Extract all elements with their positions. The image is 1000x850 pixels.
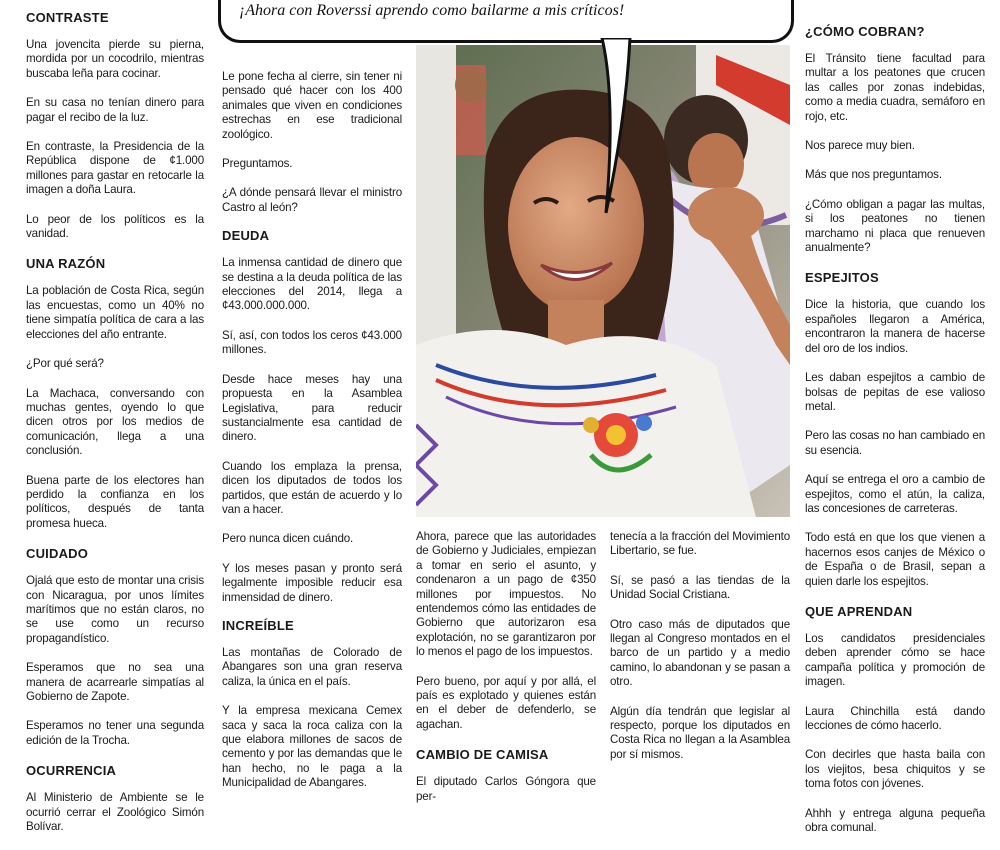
paragraph: Aquí se entrega el oro a cambio de espejitos, como el atún, la caliza, las concesiones de carreteras.: [805, 473, 985, 515]
section-heading: UNA RAZÓN: [26, 256, 106, 272]
paragraph: Más que nos preguntamos.: [805, 168, 942, 182]
paragraph: Con decirles que hasta baila con los viejitos, besa chiquitos y se toma fotos con jóvenes.: [805, 748, 985, 791]
paragraph: En su casa no tenían dinero para pagar el recibo de la luz.: [26, 96, 204, 124]
paragraph: Sí, se pasó a las tiendas de la Unidad Social Cristiana.: [610, 573, 790, 602]
paragraph: Pero nunca dicen cuándo.: [222, 532, 354, 546]
paragraph: ¿Cómo obligan a pagar las multas, si los peatones no tienen marchamo ni placa que renueven anualmente?: [805, 197, 985, 255]
speech-bubble: [218, 0, 794, 43]
paragraph: La población de Costa Rica, según las encuestas, como un 40% no tiene simpatía política de cara a las elecciones del año entrante.: [26, 284, 204, 341]
section-heading: DEUDA: [222, 228, 270, 244]
paragraph: El Tránsito tiene facultad para multar a los peatones que crucen las calles por zonas indebidas, como a media cuadra, semáforo en rojo, etc.: [805, 52, 985, 123]
section-heading: CONTRASTE: [26, 10, 109, 25]
paragraph: El diputado Carlos Góngora que per-: [416, 775, 596, 803]
paragraph: La Machaca, conversando con muchas gentes, oyendo lo que dicen otros por los medios de comunicación, llega a una conclusión.: [26, 386, 204, 458]
paragraph: Laura Chinchilla está dando lecciones de cómo hacerlo.: [805, 704, 985, 732]
paragraph: Ahora, parece que las autoridades de Gobierno y Judiciales, empiezan a tomar en serio el asunto, y condenaron a un pago de ¢350 millones por impuestos. No entendemos cómo las entidades de Gobierno que autorizaron esa explotación, no se garantizaron por lo menos el pago de los impuestos.: [416, 530, 596, 659]
speech-bubble-quote: ¡Ahora con Roverssi aprendo como bailarme a mis críticos!: [239, 2, 625, 19]
paragraph: Una jovencita pierde su pierna, mordida por un cocodrilo, mientras buscaba leña para cocinar.: [26, 38, 204, 80]
section-heading: ESPEJITOS: [805, 270, 879, 286]
paragraph: Nos parece muy bien.: [805, 139, 915, 153]
paragraph: Preguntamos.: [222, 157, 293, 171]
paragraph: En contraste, la Presidencia de la República dispone de ¢1.000 millones para gastar en retocarle la imagen a doña Laura.: [26, 140, 204, 197]
paragraph: Esperamos que no sea una manera de acarrearle simpatías al Gobierno de Zapote.: [26, 661, 204, 703]
section-heading: CAMBIO DE CAMISA: [416, 747, 549, 763]
section-heading: CUIDADO: [26, 546, 89, 562]
paragraph: Y los meses pasan y pronto será legalmente imposible reducir esa inmensidad de dinero.: [222, 561, 402, 604]
column-1: [26, 10, 204, 849]
paragraph: La inmensa cantidad de dinero que se destina a la deuda política de las elecciones del 2014, llega a ¢43.000.000.000.: [222, 256, 402, 313]
paragraph: Los candidatos presidenciales deben aprender cómo se hace campaña política y promoción de imagen.: [805, 631, 985, 689]
paragraph: ¿A dónde pensará llevar el ministro Castro al león?: [222, 186, 402, 214]
column-5: [805, 24, 985, 850]
paragraph: Le pone fecha al cierre, sin tener ni pensado qué hacer con los 400 animales que viven en condiciones estrechas en ese tradicional zoológico.: [222, 70, 402, 141]
paragraph: Sí, así, con todos los ceros ¢43.000 millones.: [222, 328, 402, 357]
paragraph: Ahhh y entrega alguna pequeña obra comunal.: [805, 806, 985, 835]
paragraph: tenecía a la fracción del Movimiento Libertario, se fue.: [610, 530, 790, 558]
column-2: [222, 70, 402, 806]
section-heading: ¿CÓMO COBRAN?: [805, 24, 925, 39]
section-heading: INCREÍBLE: [222, 617, 294, 633]
paragraph: Esperamos no tener una segunda edición de la Trocha.: [26, 719, 204, 747]
paragraph: Lo peor de los políticos es la vanidad.: [26, 212, 204, 241]
paragraph: Al Ministerio de Ambiente se le ocurrió cerrar el Zoológico Simón Bolívar.: [26, 791, 204, 834]
paragraph: Las montañas de Colorado de Abangares son una gran reserva caliza, la única en el país.: [222, 645, 402, 688]
column-3: [416, 530, 596, 819]
paragraph: Pero las cosas no han cambiado en su esencia.: [805, 429, 985, 457]
paragraph: Cuando los emplaza la prensa, dicen los diputados de todos los partidos, que están de acuerdo y lo van a hacer.: [222, 459, 402, 516]
paragraph: Todo está en que los que vienen a hacernos esos canjes de México o de España o de Brasil, sepan a quien darle los espejitos.: [805, 531, 985, 588]
section-heading: QUE APRENDAN: [805, 603, 913, 619]
paragraph: Algún día tendrán que legislar al respecto, porque los diputados en Costa Rica no llegan a la Asamblea por sí mismos.: [610, 704, 790, 761]
section-heading: OCURRENCIA: [26, 763, 117, 779]
paragraph: Dice la historia, que cuando los españoles llegaron a América, encontraron la manera de hacerse del oro de los indios.: [805, 298, 985, 355]
paragraph: Desde hace meses hay una propuesta en la Asamblea Legislativa, para reducir sustancialmente esa cantidad de dinero.: [222, 372, 402, 444]
paragraph: Otro caso más de diputados que llegan al Congreso montados en el barco de un partido y a medio camino, lo abandonan y se pasan a otro.: [610, 617, 790, 689]
paragraph: Les daban espejitos a cambio de bolsas de pepitas de ese valioso metal.: [805, 371, 985, 413]
paragraph: Y la empresa mexicana Cemex saca y saca la roca caliza con la que elabora millones de sacos de cemento y por las demandas que le han hecho, no le paga a la Municipalidad de Abangares.: [222, 704, 402, 790]
column-4: [610, 530, 790, 777]
paragraph: Buena parte de los electores han perdido la confianza en los políticos, después de tanta promesa hueca.: [26, 473, 204, 530]
paragraph: Ojalá que esto de montar una crisis con Nicaragua, por unos límites marítimos que no están claros, no se use como un recurso propagandístico.: [26, 574, 204, 645]
paragraph: ¿Por qué será?: [26, 357, 104, 371]
paragraph: Pero bueno, por aquí y por allá, el país es explotado y quienes están en el deber de defenderlo, se agachan.: [416, 674, 596, 731]
speech-bubble-tail: [596, 38, 636, 218]
